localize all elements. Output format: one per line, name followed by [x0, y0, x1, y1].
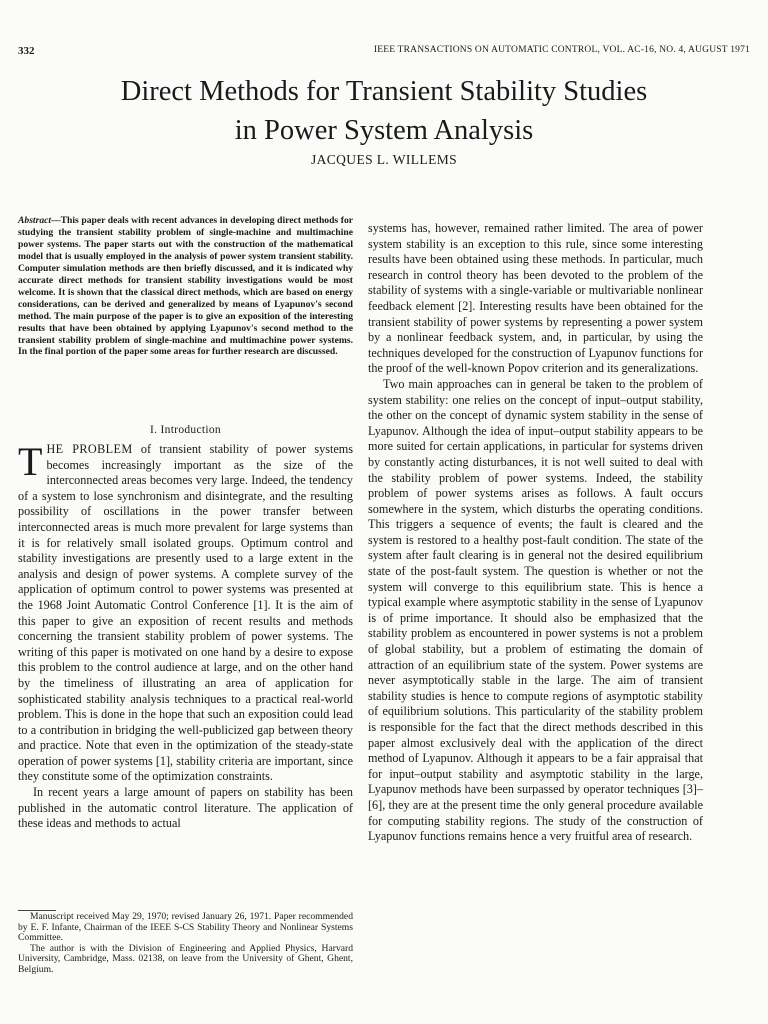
right-column-body — [368, 221, 703, 845]
introduction-paragraph-2: In recent years a large amount of papers on stability has been published in the automatic control literature. The application of these ideas and methods to actual — [18, 785, 353, 831]
footnote-author-affiliation: The author is with the Division of Engineering and Applied Physics, Harvard University, Cambridge, Mass. 02138, on leave from the University of Ghent, Ghent, Belgium. — [18, 942, 353, 975]
introduction-paragraph-1 — [18, 439, 353, 785]
introduction-body — [18, 439, 353, 832]
abstract — [18, 215, 353, 358]
abstract-label: Abstract — [18, 215, 52, 226]
section-heading-introduction: I. Introduction — [150, 424, 221, 436]
first-words: HE PROBLEM — [46, 442, 133, 456]
abstract-text: —This paper deals with recent advances in developing direct methods for studying the transient stability problem of single-machine and multimachine power systems. The paper starts out with the construction of the mathematical model that is usually employed in the analysis of power system transient stability. Computer simulation methods are then briefly discussed, and it is indicated why accurate direct methods for transient stability investigations would be most welcome. It is shown that the classical direct methods, which are based on energy considerations, can be derived and generalized by means of Lyapunov's second method. The main purpose of the paper is to give an exposition of the interesting results that have been obtained by applying Lyapunov's second method to the transient stability problem of single-machine and multimachine power systems. In the final portion of the paper some areas for further research are discussed. — [18, 215, 353, 358]
footnotes — [18, 912, 353, 976]
paper-title-line-1: Direct Methods for Transient Stability Studies — [120, 76, 648, 107]
running-head: IEEE TRANSACTIONS ON AUTOMATIC CONTROL, VOL. AC-16, NO. 4, AUGUST 1971 — [373, 45, 750, 55]
author-name: JACQUES L. WILLEMS — [310, 152, 458, 167]
introduction-paragraph-1-text: of transient stability of power systems becomes increasingly important as the size of the interconnected areas becomes very large. Indeed, the tendency of a system to lose synchronism and disintegrate, and the resulting possibility of oscillations in the power transfer between interconnected areas is much more prevalent for large systems than it is for relatively small isolated groups. Optimum control and stability investigations are presently used to a large extent in the analysis and design of power systems. A complete survey of the application of optimum control to power systems was presented at the 1968 Joint Automatic Control Conference [1]. It is the aim of this paper to give an exposition of recent results and methods concerning the transient stability problem of power systems. The writing of this paper is motivated on one hand by a desire to expose this problem to the control audience at large, and on the other hand by the timeliness of illustrating an area of application for sophisticated stability analysis techniques to a practical real-world problem. This is done in the hope that such an exposition could lead to a contribution in bridging the well-publicized gap between theory and practice. Note that even in the optimization of the steady-state operation of power systems [1], stability criteria are important, since they constitute some of the optimization constraints. — [18, 442, 353, 784]
drop-cap: T — [18, 439, 43, 484]
paper-title-line-2: in Power System Analysis — [234, 115, 534, 146]
right-paragraph-1: systems has, however, remained rather limited. The area of power system stability is an exception to this rule, since some interesting results have been obtained using these methods. In particular, much research in control theory has been devoted to the problem of the stability of systems with a single-variable or multivariable nonlinear feedback element [2]. Interesting results have been obtained for the transient stability of power systems by representing a power system by a nonlinear feedback system, and, in particular, by using the techniques developed for the construction of Lyapunov functions for the proof of the well-known Popov criterion and its generalizations. — [368, 221, 703, 376]
right-paragraph-2: Two main approaches can in general be taken to the problem of system stability: one relies on the concept of input–output stability, the other on the concept of dynamic system stability in the sense of Lyapunov. Although the idea of input–output stability appears to be more suited for certain applications, in particular for systems driven by constantly acting disturbances, it is not well suited to deal with the stability problem of power systems. Indeed, the stability problem of power systems arises as follows. A fault occurs somewhere in the system, which disturbs the operating conditions. This triggers a sequence of events; the fault is cleared and the system is restored to a healthy post-fault condition. The state of the system after fault clearing is in general not the desired equilibrium state of the post-fault system. The question is whether or not the system will converge to this equilibrium state. This is hence a typical example where asymptotic stability in the sense of Lyapunov is of prime importance. It should also be emphasized that the stability problem as encountered in power systems is not a problem of global stability, but a problem of estimating the domain of attraction of an equilibrium state of the system. Power systems are never asymptotically stable in the large. The aim of transient stability studies is hence to compute regions of asymptotic stability of equilibrium solutions. This particularity of the stability problem is responsible for the fact that the direct methods described in this paper almost exclusively deal with the application of the direct method of Lyapunov. Although it appears to be a fair appraisal that for input–output stability and asymptotic stability in the large, Lyapunov methods have been surpassed by operator techniques [3]–[6], they are at the present time the only general procedure available for computing stability regions. The study of the construction of Lyapunov functions remains hence a very fruitful area of research. — [368, 376, 703, 844]
footnote-received: Manuscript received May 29, 1970; revised January 26, 1971. Paper recommended by E. F. Infante, Chairman of the IEEE S-CS Stability Theory and Nonlinear Systems Committee. — [18, 911, 353, 944]
page-number: 332 — [18, 45, 35, 57]
